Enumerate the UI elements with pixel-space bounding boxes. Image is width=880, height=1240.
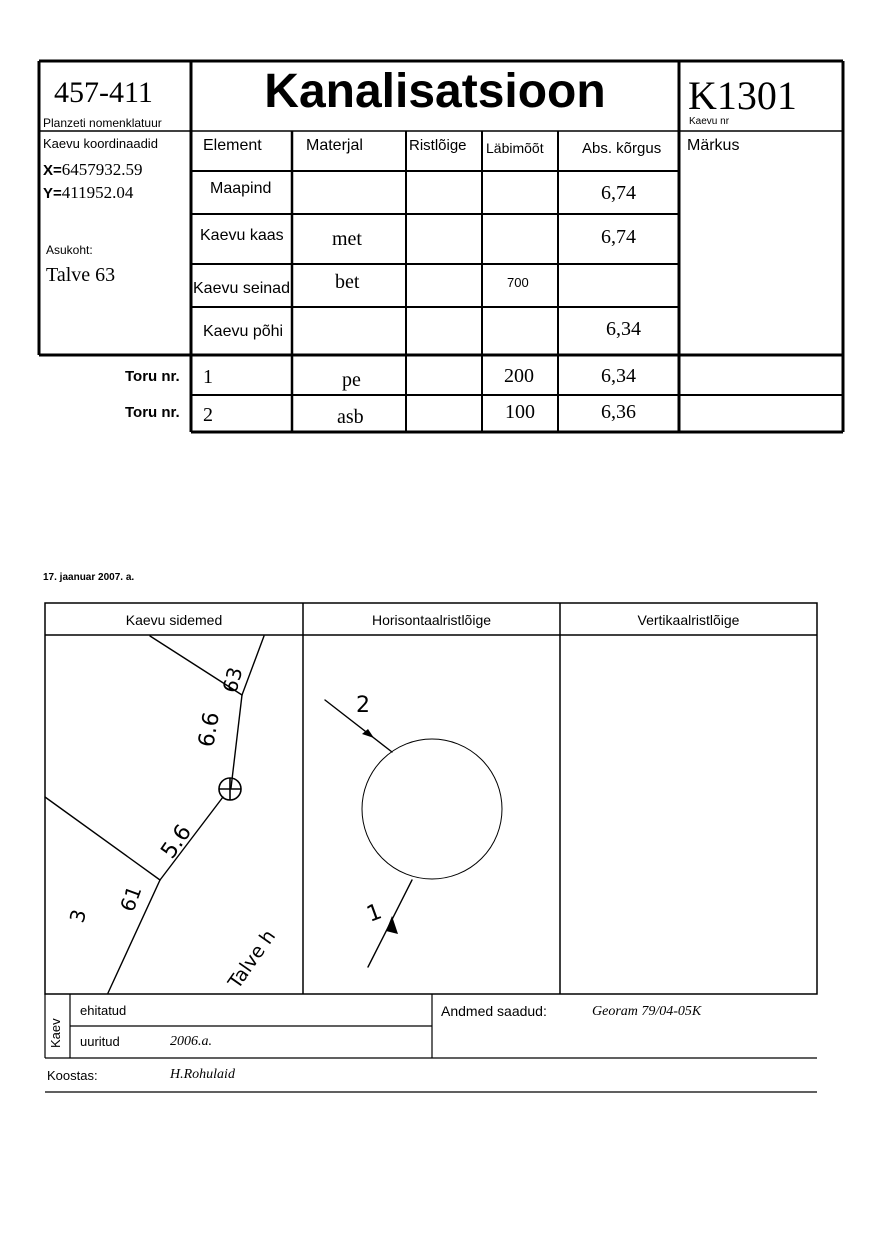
nomenclature-number: 457-411 xyxy=(54,76,153,109)
pipe-number: 2 xyxy=(203,404,213,426)
sketch-street-name: Talve h xyxy=(224,925,281,993)
row-elevation: 6,74 xyxy=(601,226,636,248)
pipe-number: 1 xyxy=(203,366,213,388)
row-element: Kaevu põhi xyxy=(203,323,284,340)
author-value: H.Rohulaid xyxy=(170,1067,235,1082)
pipe-label: Toru nr. xyxy=(125,368,180,385)
pipe-material: asb xyxy=(337,406,364,428)
document-date: 17. jaanuar 2007. a. xyxy=(43,572,135,583)
well-number-label: Kaevu nr xyxy=(689,116,730,127)
panel-header-ties: Kaevu sidemed xyxy=(125,612,223,628)
surveyed-value: 2006.a. xyxy=(170,1034,212,1049)
coord-y-value: 411952.04 xyxy=(61,183,134,202)
coord-y-label: Y= xyxy=(43,185,62,202)
col-header-remark: Märkus xyxy=(687,137,740,154)
arrow-icon xyxy=(386,916,398,934)
page-title: Kanalisatsioon xyxy=(264,65,606,118)
row-elevation: 6,74 xyxy=(601,182,636,204)
row-material: met xyxy=(332,228,362,250)
pipe-elevation: 6,36 xyxy=(601,401,636,423)
nomenclature-label: Planzeti nomenklatuur xyxy=(43,116,162,130)
pipe-number-label-in: 2 xyxy=(356,693,370,718)
col-header-diameter: Läbimõõt xyxy=(486,140,544,156)
row-diameter: 700 xyxy=(507,275,529,290)
pipe-elevation: 6,34 xyxy=(601,365,636,387)
pipe-diameter: 100 xyxy=(505,401,535,423)
col-header-section: Ristlõige xyxy=(409,137,467,154)
pipe-material: pe xyxy=(342,369,361,391)
pipe-number-label-out: 1 xyxy=(363,899,386,928)
sketch-house-63: 63 xyxy=(217,664,248,696)
location-value: Talve 63 xyxy=(46,264,116,286)
col-header-element: Element xyxy=(203,137,262,154)
sketch-house-61: 61 xyxy=(115,882,147,915)
coord-x-value: 6457932.59 xyxy=(61,160,143,179)
col-header-material: Materjal xyxy=(306,137,363,154)
col-header-elevation: Abs. kõrgus xyxy=(582,140,662,157)
footer-side-label: Kaev xyxy=(48,1018,63,1048)
surveyed-label: uuritud xyxy=(80,1034,120,1049)
row-element: Kaevu seinad xyxy=(193,280,290,297)
row-element: Kaevu kaas xyxy=(200,227,284,244)
built-label: ehitatud xyxy=(80,1003,127,1018)
coordinates-label: Kaevu koordinaadid xyxy=(43,136,158,151)
row-element: Maapind xyxy=(210,180,272,197)
pipe-diameter: 200 xyxy=(504,365,534,387)
row-elevation: 6,34 xyxy=(606,318,641,340)
author-label: Koostas: xyxy=(47,1068,98,1083)
well-number: K1301 xyxy=(688,73,797,118)
location-label: Asukoht: xyxy=(46,243,93,257)
coord-x-label: X= xyxy=(43,162,62,179)
sketch-distance-lower: 5.6 xyxy=(156,820,197,864)
panel-header-vertical: Vertikaalristlõige xyxy=(637,612,740,628)
well-circle xyxy=(362,739,502,879)
sketch-distance-upper: 6.6 xyxy=(194,710,225,750)
row-material: bet xyxy=(335,271,360,293)
source-value: Georam 79/04-05K xyxy=(592,1004,702,1019)
panel-header-horizontal: Horisontaalristlõige xyxy=(371,612,492,628)
pipe-label: Toru nr. xyxy=(125,404,180,421)
source-label: Andmed saadud: xyxy=(441,1003,547,1019)
sketch-house-3: 3 xyxy=(64,906,92,926)
